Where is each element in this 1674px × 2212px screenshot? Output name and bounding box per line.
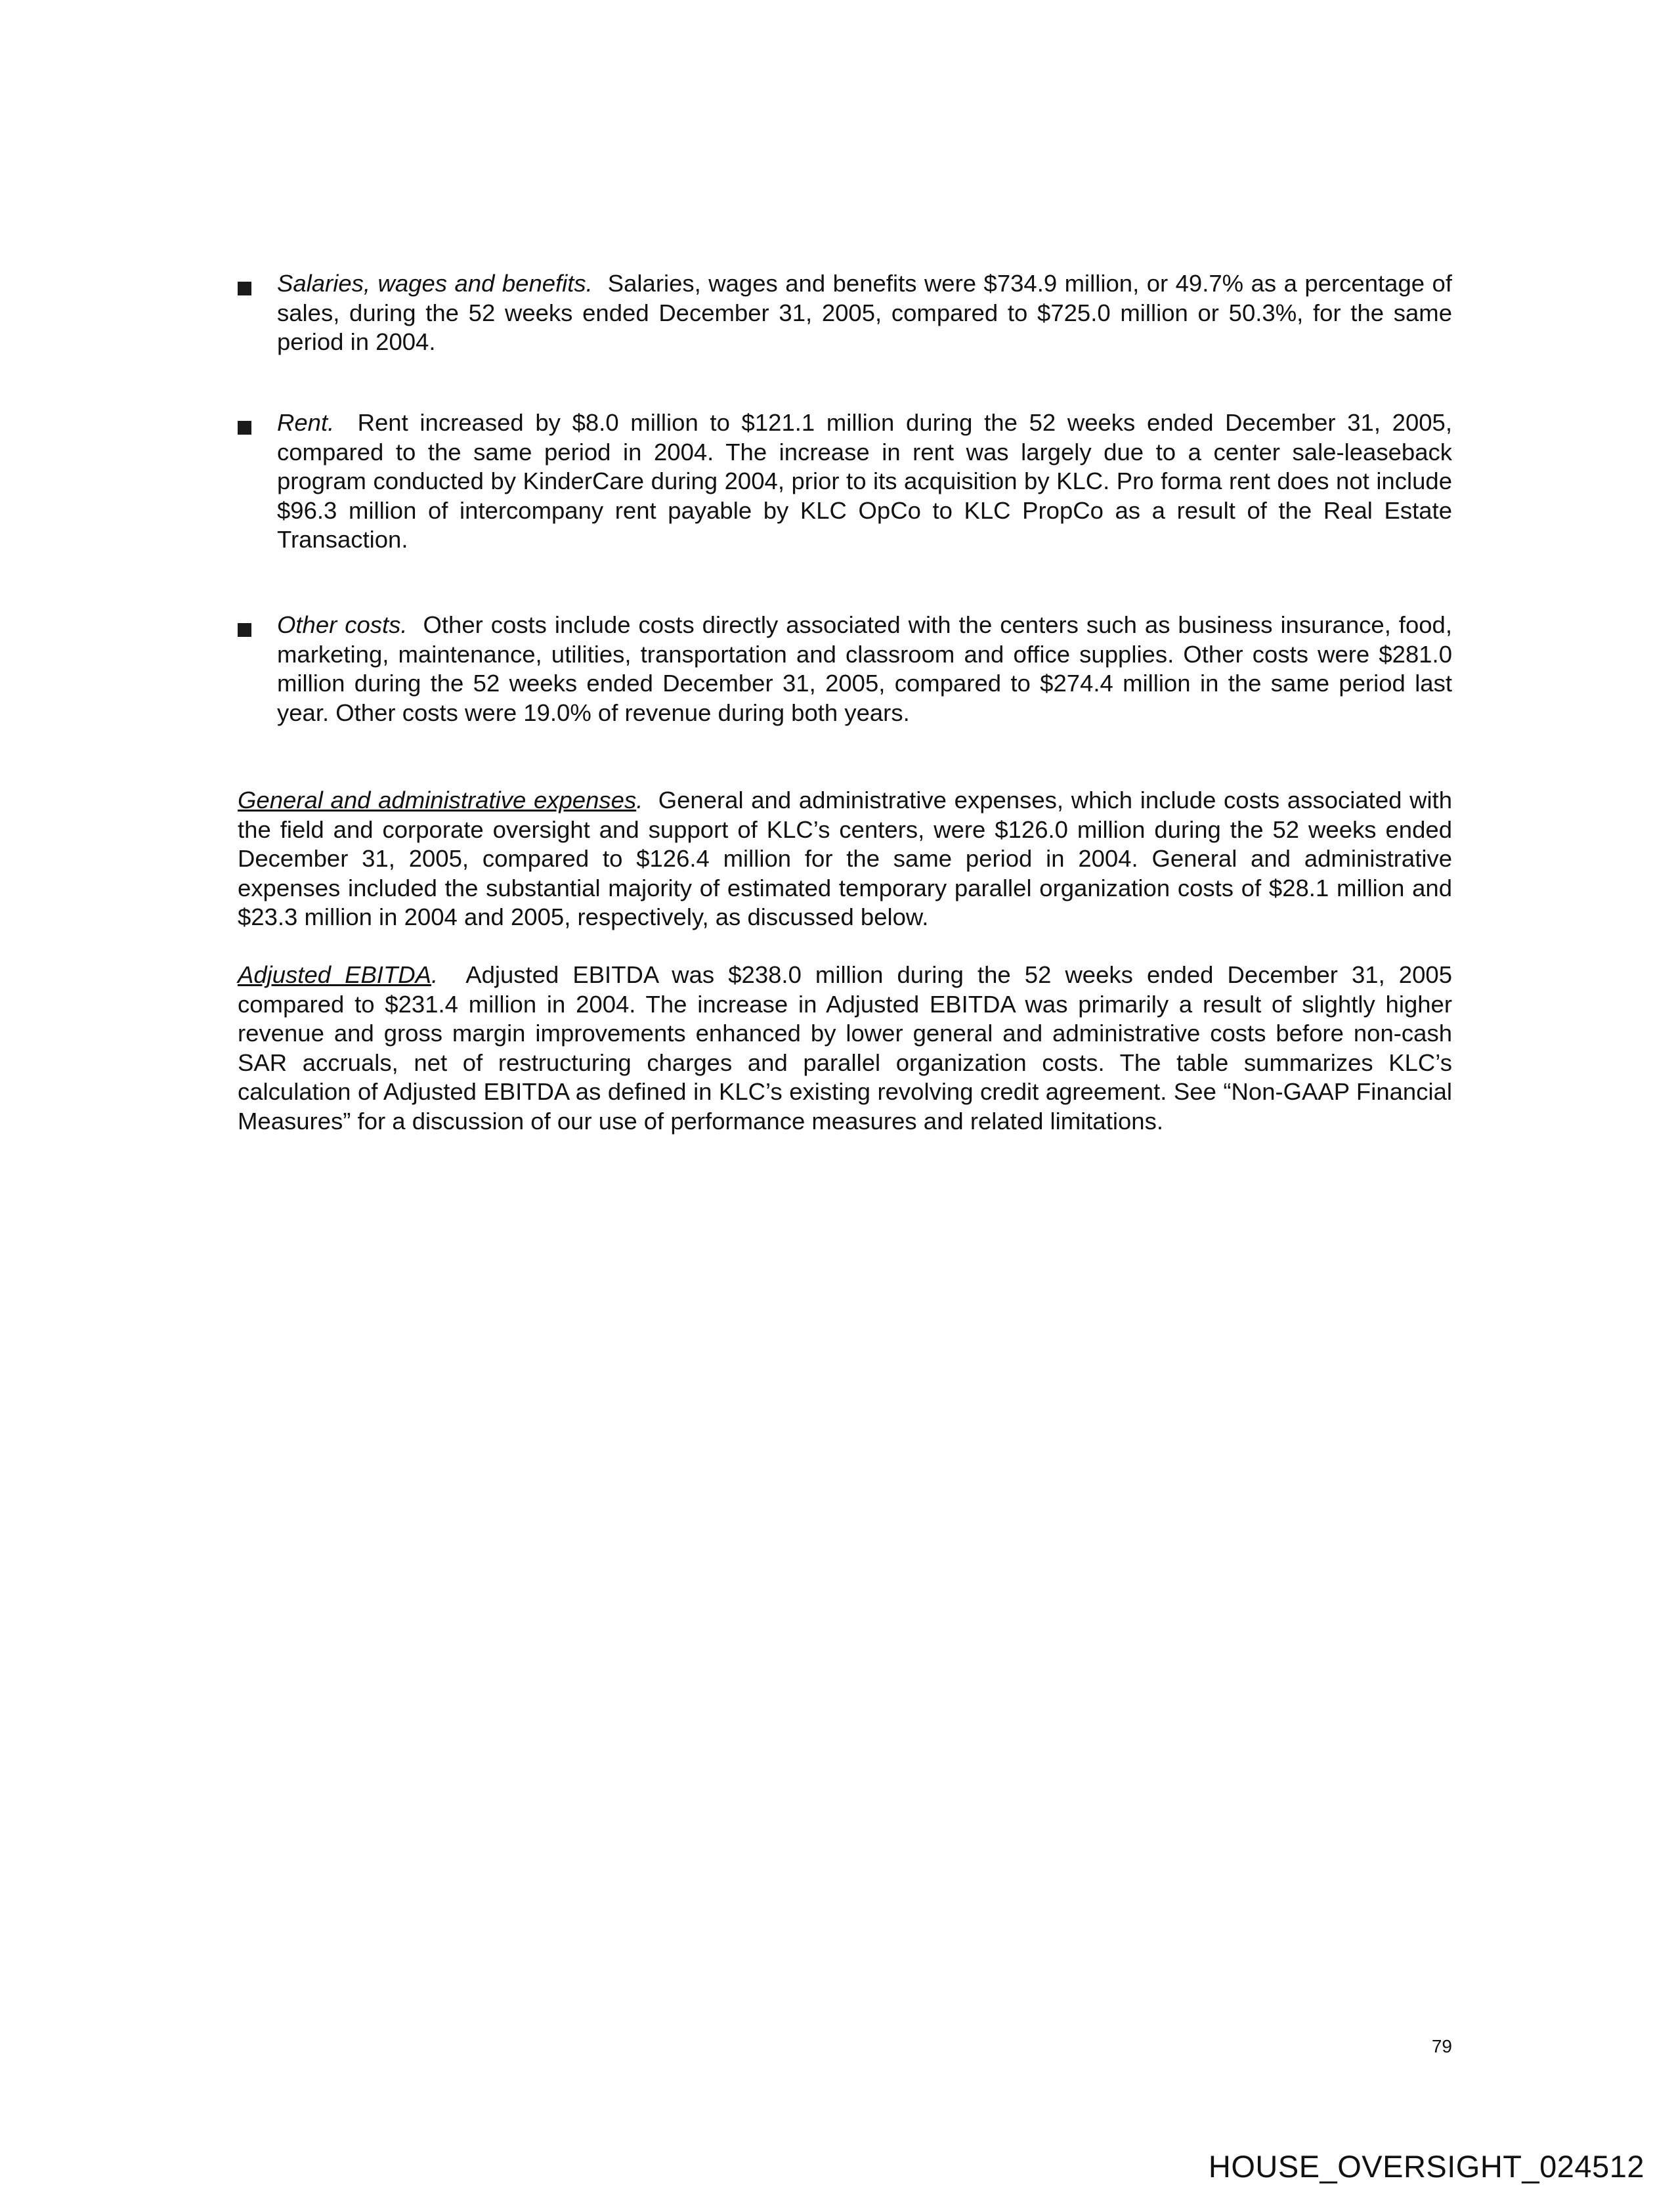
paragraph-body: General and administrative expenses, which include costs associated with the field and corporate oversight and support of KLC’s centers, were $126.0 million during the 52 weeks ended December 31, 2005, compared to $126.4 million for the same period in 2004. General and administrative expenses included the substantial majority of estimated temporary parallel organization costs of $28.1 million and $23.3 million in 2004 and 2005, respectively, as discussed below. xyxy=(238,787,1453,930)
footer-document-id: HOUSE_OVERSIGHT_024512 xyxy=(1208,2149,1644,2184)
bullet-body: Other costs include costs directly associated with the centers such as business insurance, food, marketing, maintenance, utilities, transportation and classroom and office supplies. Other costs were $281.0 million during the 52 weeks ended December 31, 2005, compared to $274.4 million in the same period last year. Other costs were 19.0% of revenue during both years. xyxy=(277,611,1452,726)
bullet-rent-text xyxy=(277,408,1452,555)
bullet-body: Rent increased by $8.0 million to $121.1 million during the 52 weeks ended December 31, 2005, compared to the same period in 2004. The increase in rent was largely due to a center sale-leaseback program conducted by KinderCare during 2004, prior to its acquisition by KLC. Pro forma rent does not include $96.3 million of intercompany rent payable by KLC OpCo to KLC PropCo as a result of the Real Estate Transaction. xyxy=(277,409,1452,553)
paragraph-body: Adjusted EBITDA was $238.0 million during the 52 weeks ended December 31, 2005 compared to $231.4 million in 2004. The increase in Adjusted EBITDA was primarily a result of slightly higher revenue and gross margin improvements enhanced by lower general and administrative costs before non-cash SAR accruals, net of restructuring charges and parallel organization costs. The table summarizes KLC’s calculation of Adjusted EBITDA as defined in KLC’s existing revolving credit agreement. See “Non-GAAP Financial Measures” for a discussion of our use of performance measures and related limitations. xyxy=(238,961,1452,1135)
paragraph-term: General and administrative expenses xyxy=(238,787,637,813)
paragraph-term-suffix: . xyxy=(636,787,643,813)
bullet-term: Salaries, wages and benefits. xyxy=(277,270,593,297)
bullet-term: Rent. xyxy=(277,409,335,436)
square-bullet-icon xyxy=(238,421,251,435)
bullet-body: Salaries, wages and benefits were $734.9 million, or 49.7% as a percentage of sales, during the 52 weeks ended December 31, 2005, compared to $725.0 million or 50.3%, for the same period in 2004. xyxy=(277,270,1452,355)
page-number: 79 xyxy=(1431,2036,1452,2056)
bullet-term: Other costs. xyxy=(277,611,408,638)
paragraph-general-administrative xyxy=(238,786,1452,932)
square-bullet-icon xyxy=(238,623,251,637)
paragraph-term: Adjusted EBITDA xyxy=(238,961,431,988)
bullet-salaries-text xyxy=(277,269,1452,357)
paragraph-adjusted-ebitda xyxy=(238,961,1452,1136)
square-bullet-icon xyxy=(238,282,251,295)
paragraph-term-suffix: . xyxy=(431,961,439,988)
bullet-other-costs-text xyxy=(277,611,1452,727)
